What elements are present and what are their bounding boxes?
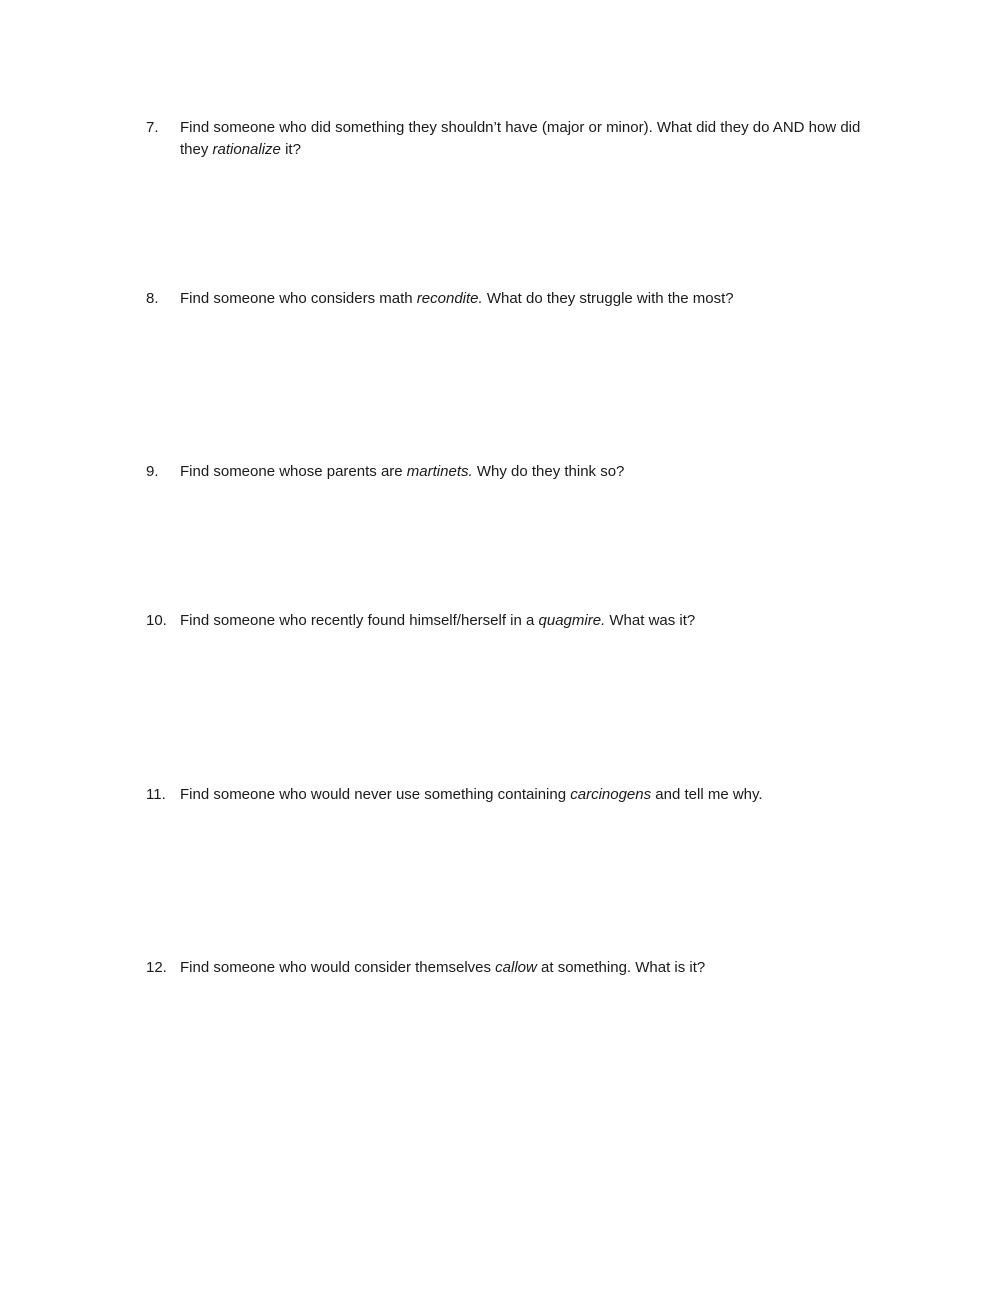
question-text-start: Find someone who considers math [180, 290, 417, 307]
question-9 [146, 461, 886, 483]
question-text [180, 610, 886, 632]
question-7 [146, 117, 886, 161]
question-text-start: Find someone who would consider themselves [180, 959, 496, 976]
question-number: 7. [146, 119, 159, 136]
vocabulary-term: rationalize [212, 141, 281, 158]
vocabulary-term: callow [495, 959, 537, 976]
question-number: 10. [146, 612, 167, 629]
question-text-end: What do they struggle with the most? [482, 290, 734, 307]
question-text-end: Why do they think so? [472, 463, 625, 480]
question-text [180, 461, 886, 483]
question-text [180, 288, 886, 310]
question-12 [146, 957, 886, 979]
question-text [180, 117, 886, 161]
question-text-start: Find someone whose parents are [180, 463, 407, 480]
question-text-start: Find someone who did something they shouldn’t have (major or minor). What did they do AND how did they [180, 119, 861, 158]
question-8 [146, 288, 886, 310]
question-11 [146, 784, 886, 806]
question-number: 12. [146, 959, 167, 976]
vocabulary-term: recondite. [416, 290, 483, 307]
vocabulary-term: quagmire. [538, 612, 606, 629]
question-number: 9. [146, 463, 159, 480]
question-10 [146, 610, 886, 632]
question-text [180, 957, 886, 979]
vocabulary-term: martinets. [406, 463, 473, 480]
question-text-end: it? [280, 141, 301, 158]
question-number: 8. [146, 290, 159, 307]
question-text-end: What was it? [605, 612, 696, 629]
question-text-end: and tell me why. [651, 786, 763, 803]
vocabulary-term: carcinogens [570, 786, 652, 803]
question-text-start: Find someone who recently found himself/herself in a [180, 612, 539, 629]
question-text-end: at something. What is it? [536, 959, 706, 976]
question-text [180, 784, 886, 806]
question-number: 11. [146, 786, 166, 803]
question-text-start: Find someone who would never use something containing [180, 786, 571, 803]
